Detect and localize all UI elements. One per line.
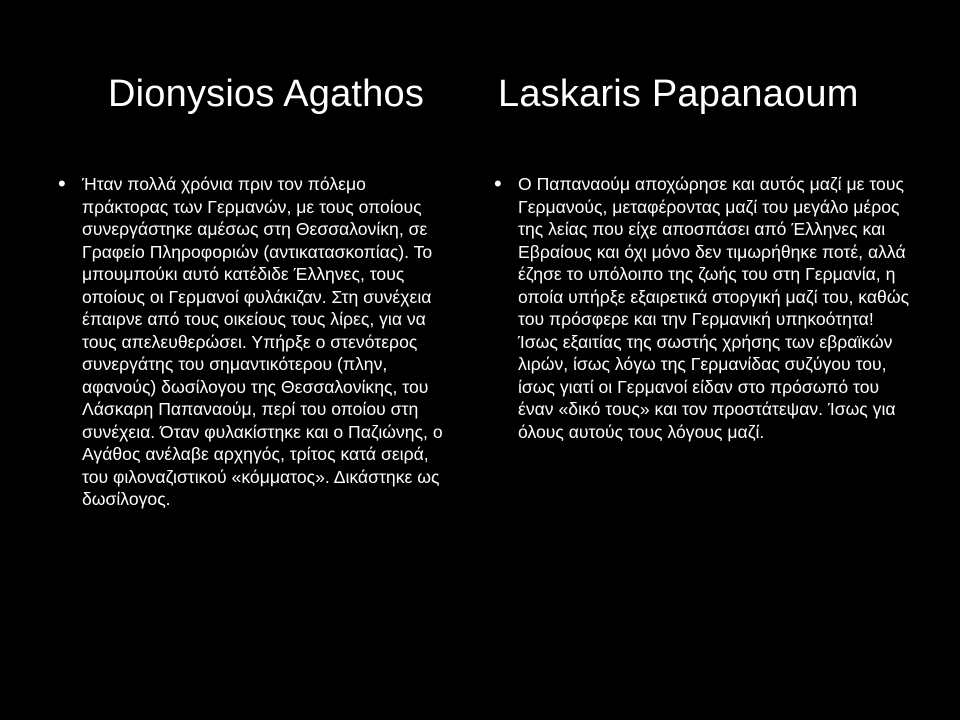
right-column [494, 173, 914, 443]
right-bullet-text: Ο Παπαναούμ αποχώρησε και αυτός μαζί με τους Γερμανούς, μεταφέροντας μαζί του μεγάλο μέρος της λείας που είχε αποσπάσει από Έλληνες και Εβραίους και όχι μόνο δεν τιμωρήθηκε ποτέ, αλλά έζησε το υπόλοιπο της ζωής του στη Γερμανία, η οποία υπήρξε εξαιρετικά στοργική μαζί του, καθώς του πρόσφερε και την Γερμανική υπηκοότητα! Ίσως εξαιτίας της σωστής χρήσης των εβραϊκών λιρών, ίσως λόγω της Γερμανίδας συζύγου του, ίσως γιατί οι Γερμανοί είδαν στο πρόσωπό του έναν «δικό τους» και τον προστάτεψαν. Ίσως για όλους αυτούς τους λόγους μαζί. [518, 174, 910, 442]
left-column-title: Dionysios Agathos [108, 73, 425, 115]
bullet-icon: • [58, 171, 66, 196]
bullet-icon: • [494, 171, 502, 196]
left-bullet-item [58, 173, 448, 511]
left-bullet-text: Ήταν πολλά χρόνια πριν τον πόλεμο πράκτορας των Γερμανών, με τους οποίους συνεργάστηκε αμέσως στη Θεσσαλονίκη, σε Γραφείο Πληροφοριών (αντικατασκοπίας). Το μπουμπούκι αυτό κατέδιδε Έλληνες, τους οποίους οι Γερμανοί φυλάκιζαν. Στη συνέχεια έπαιρνε από τους οικείους τους λίρες, για να τους απελευθερώσει. Υπήρξε ο στενότερος συνεργάτης του σημαντικότερου (πλην, αφανούς) δωσίλογου της Θεσσαλονίκης, του Λάσκαρη Παπαναούμ, περί του οποίου στη συνέχεια. Όταν φυλακίστηκε και ο Παζιώνης, ο Αγάθος ανέλαβε αρχηγός, τρίτος κατά σειρά, του φιλοναζιστικού «κόμματος». Δικάστηκε ως δωσίλογος. [82, 174, 443, 509]
left-column [58, 173, 448, 511]
right-column-title: Laskaris Papanaoum [498, 73, 859, 115]
right-bullet-item [494, 173, 914, 443]
